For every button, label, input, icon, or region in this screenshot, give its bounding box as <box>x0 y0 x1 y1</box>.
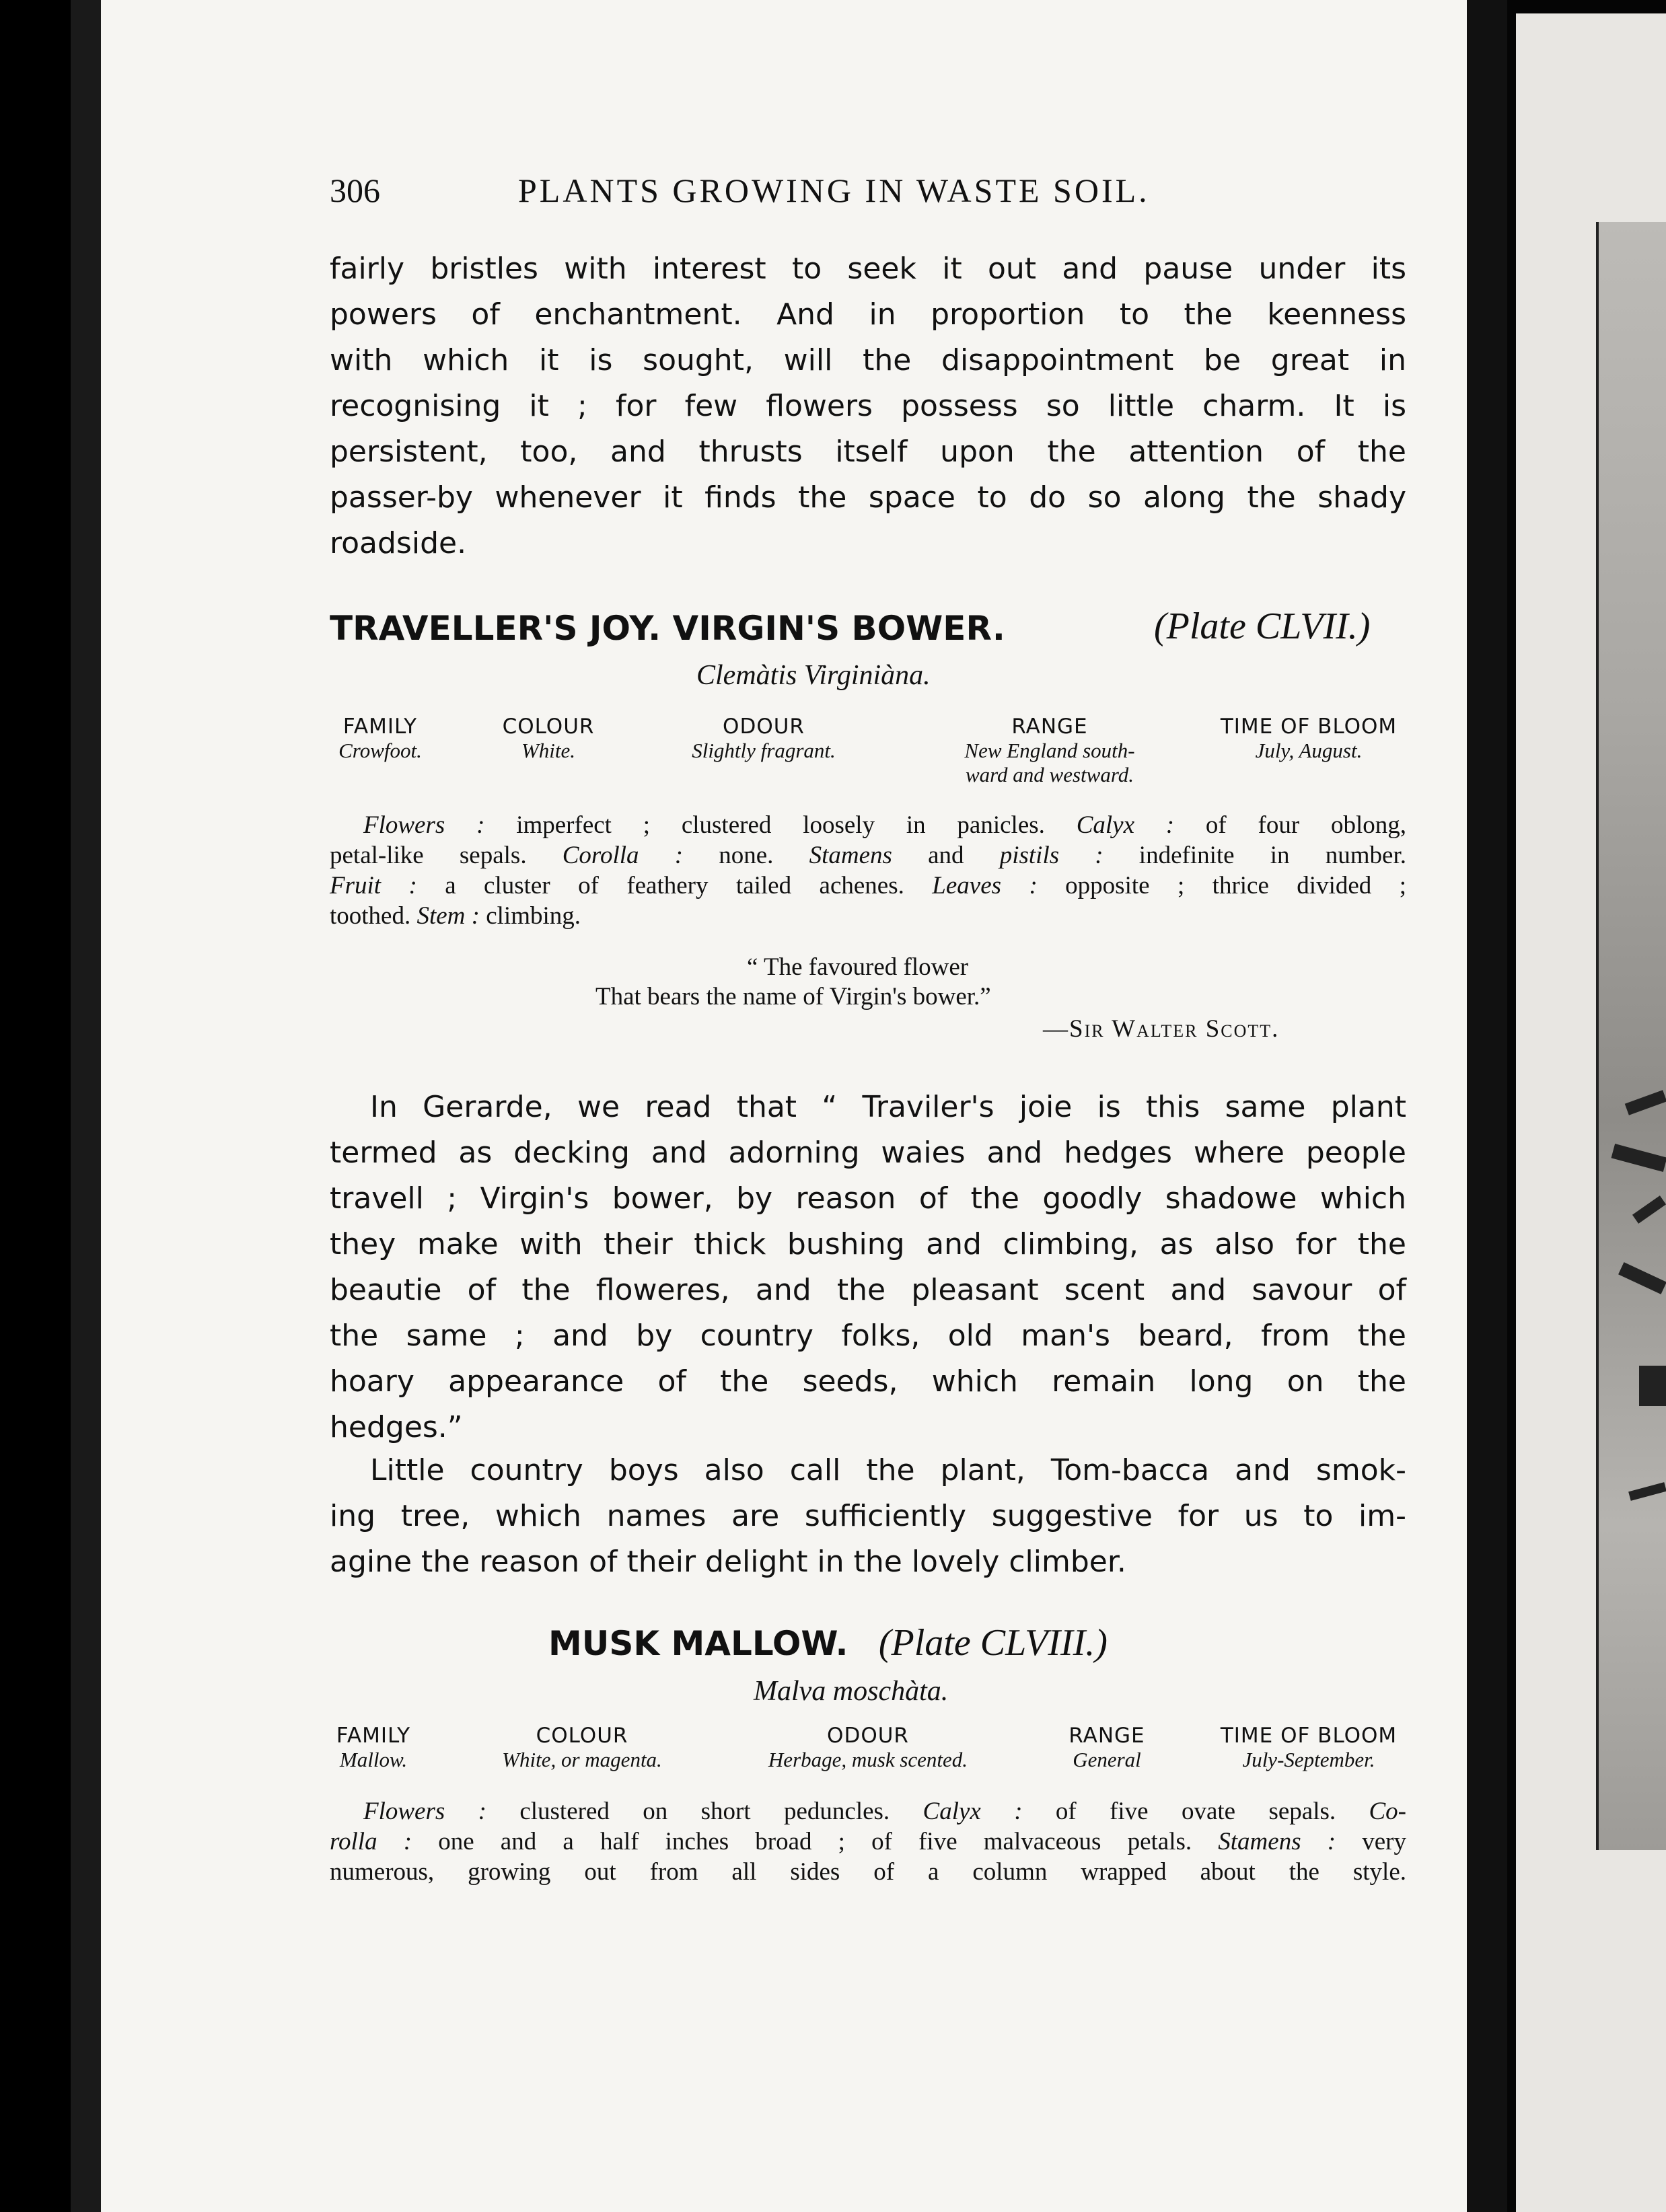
text-line: In Gerarde, we read that “ Traviler's joie is this same plant <box>370 1090 1406 1124</box>
section-title-musk-mallow: MUSK MALLOW. (Plate CLVIII.) <box>548 1622 1108 1664</box>
odour-column <box>727 1724 1009 1772</box>
latin-name: Clemàtis Virginiàna. <box>696 660 931 691</box>
text-line: they make with their thick bushing and climbing, as also for the <box>330 1227 1406 1261</box>
colour-value: White. <box>521 739 576 762</box>
text-line: roadside. <box>330 526 467 560</box>
colour-column <box>488 714 609 763</box>
colour-column <box>451 1724 713 1772</box>
plate-reference: (Plate CLVII.) <box>1154 605 1371 647</box>
odour-value: Slightly fragrant. <box>692 739 836 762</box>
time-of-bloom-column <box>1204 714 1413 763</box>
odour-value: Herbage, musk scented. <box>768 1748 968 1771</box>
text-line: Little country boys also call the plant, Tom-bacca and smok- <box>370 1453 1406 1487</box>
text-line: hoary appearance of the seeds, which remain long on the <box>330 1364 1406 1399</box>
description-line: Fruit : a cluster of feathery tailed achenes. Leaves : opposite ; thrice divided ; <box>330 872 1406 899</box>
range-column <box>915 714 1184 787</box>
plate-illustration <box>1596 222 1666 1850</box>
family-header: FAMILY <box>336 1724 411 1748</box>
page-number: 306 <box>330 172 380 209</box>
section-title-travellers-joy: TRAVELLER'S JOY. VIRGIN'S BOWER. (Plate CLVII.) <box>330 605 1371 648</box>
range-value: General <box>1073 1748 1141 1771</box>
book-spine-edge <box>71 0 101 2212</box>
plate-reference: (Plate CLVIII.) <box>878 1622 1108 1664</box>
family-header: FAMILY <box>342 714 418 739</box>
family-value: Mallow. <box>339 1748 408 1771</box>
text-line: recognising it ; for few flowers possess so little charm. It is <box>330 389 1406 423</box>
quote-attribution: —Sir Walter Scott. <box>1043 1015 1280 1043</box>
description-line: Flowers : clustered on short peduncles. Calyx : of five ovate sepals. Co- <box>363 1798 1406 1825</box>
page-gutter-shadow <box>1467 0 1507 2212</box>
odour-column <box>643 714 885 763</box>
time-of-bloom-column <box>1204 1724 1413 1772</box>
text-line: ing tree, which names are sufficiently suggestive for us to im- <box>330 1499 1406 1533</box>
botanical-description <box>330 810 1406 931</box>
family-column <box>323 1724 424 1772</box>
text-line: agine the reason of their delight in the lovely climber. <box>330 1545 1126 1579</box>
body-paragraph <box>330 1084 1406 1450</box>
family-column <box>323 714 437 763</box>
range-header: RANGE <box>1069 1724 1145 1748</box>
time-of-bloom-value: July-September. <box>1242 1748 1375 1771</box>
text-line: passer-by whenever it finds the space to do so along the shady <box>330 480 1406 515</box>
range-value-line2: ward and westward. <box>965 763 1134 786</box>
text-line: fairly bristles with interest to seek it out and pause under its <box>330 252 1406 286</box>
running-header <box>330 171 1406 225</box>
range-value: New England south- <box>964 739 1135 762</box>
description-line: petal-like sepals. Corolla : none. Stamens and pistils : indefinite in number. <box>330 842 1406 869</box>
text-line: travell ; Virgin's bower, by reason of the goodly shadowe which <box>330 1181 1406 1216</box>
colour-value: White, or magenta. <box>502 1748 662 1771</box>
description-line: toothed. Stem : climbing. <box>330 902 581 930</box>
text-line: beautie of the floweres, and the pleasant scent and savour of <box>330 1273 1406 1307</box>
odour-header: ODOUR <box>827 1724 909 1748</box>
text-line: persistent, too, and thrusts itself upon the attention of the <box>330 435 1406 469</box>
quote-line-1: “ The favoured flower <box>747 953 969 981</box>
range-column <box>1043 1724 1171 1772</box>
quote-line-2: That bears the name of Virgin's bower.” <box>595 983 991 1010</box>
text-line: the same ; and by country folks, old man's beard, from the <box>330 1319 1406 1353</box>
intro-paragraph <box>330 246 1406 566</box>
colour-header: COLOUR <box>536 1724 628 1748</box>
odour-header: ODOUR <box>723 714 805 739</box>
text-line: powers of enchantment. And in proportion to the keenness <box>330 297 1406 332</box>
description-line: numerous, growing out from all sides of a column wrapped about the style. <box>330 1858 1406 1886</box>
description-line: rolla : one and a half inches broad ; of five malvaceous petals. Stamens : very <box>330 1828 1406 1855</box>
description-line: Flowers : imperfect ; clustered loosely in panicles. Calyx : of four oblong, <box>363 811 1406 839</box>
time-of-bloom-header: TIME OF BLOOM <box>1220 714 1398 739</box>
time-of-bloom-header: TIME OF BLOOM <box>1220 1724 1398 1748</box>
running-title: PLANTS GROWING IN WASTE SOIL. <box>518 172 1150 209</box>
body-paragraph-2 <box>330 1448 1406 1585</box>
range-header: RANGE <box>1011 714 1088 739</box>
time-of-bloom-value: July, August. <box>1255 739 1363 762</box>
family-value: Crowfoot. <box>338 739 422 762</box>
text-line: hedges.” <box>330 1410 463 1444</box>
text-line: termed as decking and adorning waies and hedges where people <box>330 1136 1406 1170</box>
text-line: with which it is sought, will the disappointment be great in <box>330 343 1406 377</box>
colour-header: COLOUR <box>502 714 595 739</box>
latin-name: Malva moschàta. <box>754 1676 949 1707</box>
botanical-description <box>330 1796 1406 1887</box>
